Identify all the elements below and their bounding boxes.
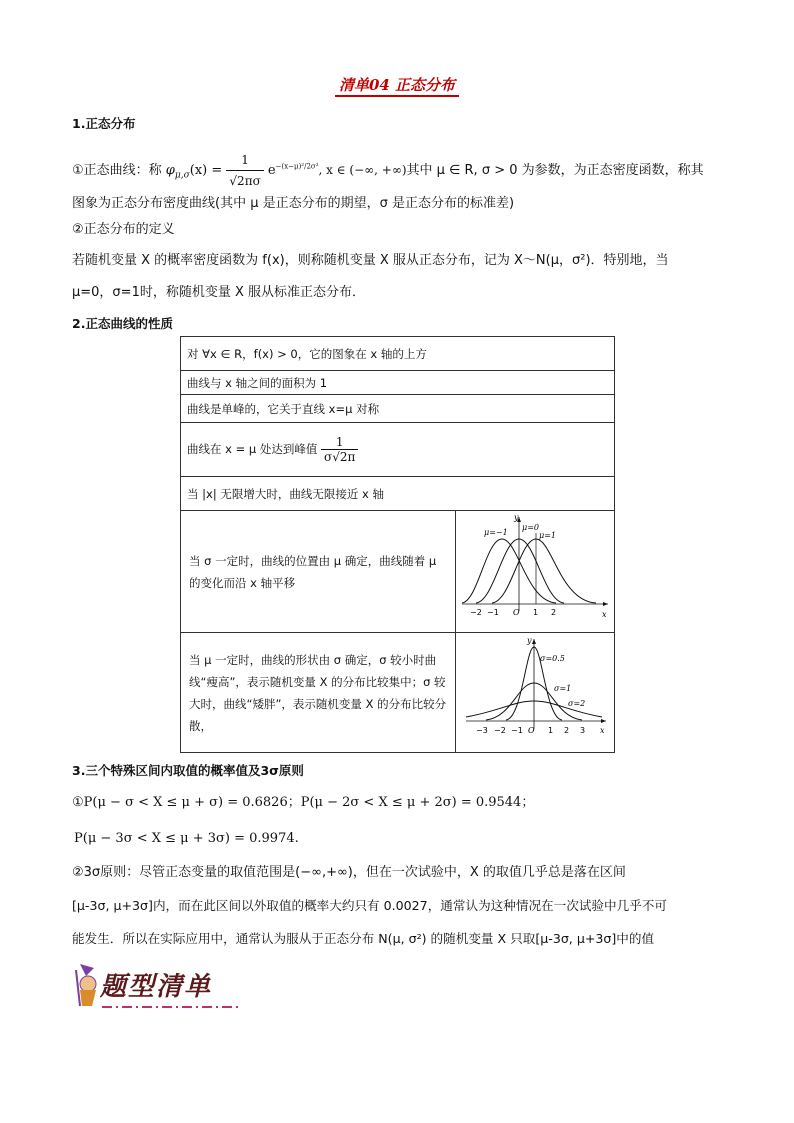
peak-fraction (321, 435, 358, 464)
x-axis-arrow (603, 602, 608, 606)
y-axis-arrow (532, 639, 536, 644)
peak-numerator: 1 (321, 435, 358, 450)
mu-shift-cell: 当 σ 一定时，曲线的位置由 μ 确定，曲线随着 μ 的变化而沿 x 轴平移 (181, 511, 456, 633)
curve-suffix: 其中 μ ∈ R, σ > 0 为参数，为正态密度函数，称其 (406, 163, 704, 178)
phi-argument: (x) = (189, 163, 223, 178)
mu-shift-figure-cell (456, 511, 615, 633)
density-fraction (226, 150, 263, 191)
section-1-heading: 1.正态分布 (72, 116, 136, 131)
fig2-tick: 1 (548, 726, 554, 735)
exp-base: e (267, 163, 276, 178)
sigma-shape-figure (456, 633, 614, 749)
fig2-tick: −3 (476, 726, 488, 735)
fig1-origin: O (513, 608, 520, 617)
probability-line-1: ①P(μ − σ < X ≤ μ + σ) = 0.6826；P(μ − 2σ < X ≤ μ + 2σ) = 0.9544； (72, 795, 535, 810)
page-title: 清单04 正态分布 (0, 74, 794, 95)
normal-curve-definition (72, 150, 704, 191)
property-cell: 当 |x| 无限增大时，曲线无限接近 x 轴 (181, 477, 615, 511)
fig2-label-1: σ=0.5 (540, 654, 565, 663)
fig1-label-1: μ=−1 (484, 528, 508, 537)
fig2-label-3: σ=2 (568, 699, 586, 708)
three-sigma-line-3: 能发生．所以在实际应用中，通常认为服从于正态分布 N(μ, σ²) 的随机变量 X 只取[μ-3σ, μ+3σ]中的值 (72, 931, 655, 946)
table-row (181, 633, 615, 753)
table-row (181, 337, 615, 371)
property-cell: 对 ∀x ∈ R，f(x) > 0，它的图象在 x 轴的上方 (181, 337, 615, 371)
fig2-tick: 2 (564, 726, 570, 735)
fig2-tick: 3 (580, 726, 586, 735)
fig1-tick: −1 (487, 608, 499, 617)
fig1-y-label: y (514, 513, 519, 522)
x-axis-arrow (601, 719, 606, 723)
definition-heading: ②正态分布的定义 (72, 222, 175, 237)
phi-symbol: φ (165, 163, 175, 178)
peak-denominator: σ√2π (324, 450, 356, 464)
curve-mu-minus-1 (462, 539, 556, 603)
density-denominator: √2πσ (229, 174, 261, 188)
logo-text: 题型清单 (100, 972, 213, 1002)
curve-mu-0 (476, 539, 564, 603)
fig1-label-3: μ=1 (539, 531, 556, 540)
definition-line-2: μ=0，σ=1时，称随机变量 X 服从标准正态分布． (72, 285, 366, 300)
exp-exponent: −(x−μ)²/2σ² (275, 162, 319, 171)
table-row (181, 395, 615, 423)
probability-line-2: P(μ − 3σ < X ≤ μ + 3σ) = 0.9974. (74, 831, 299, 846)
fig2-y-label: y (527, 636, 532, 645)
table-row (181, 511, 615, 633)
three-sigma-line-2: [μ-3σ, μ+3σ]内，而在此区间以外取值的概率大约只有 0.0027，通常认为这种情况在一次试验中几乎不可 (72, 898, 667, 913)
fig1-tick: 2 (551, 608, 557, 617)
sigma-shape-figure-cell (456, 633, 615, 753)
three-sigma-line-1: ②3σ原则：尽管正态变量的取值范围是(−∞,+∞)，但在一次试验中，X 的取值几乎总是落在区间 (72, 865, 626, 880)
section-3-heading: 3.三个特殊区间内取值的概率值及3σ原则 (72, 763, 304, 778)
property-cell: 曲线是单峰的，它关于直线 x=μ 对称 (181, 395, 615, 423)
phi-subscript: μ,σ (174, 170, 190, 181)
fig2-x-label: x (600, 726, 605, 735)
fig1-tick: 1 (533, 608, 539, 617)
table-row (181, 423, 615, 477)
fig1-x-label: x (602, 610, 607, 619)
peak-text: 曲线在 x = μ 处达到峰值 (187, 442, 318, 456)
fig1-label-2: μ=0 (522, 523, 539, 532)
table-row (181, 477, 615, 511)
curve-prefix: ①正态曲线：称 (72, 163, 162, 178)
mu-shift-figure (456, 511, 614, 629)
density-numerator: 1 (226, 150, 263, 171)
curve-description: 图象为正态分布密度曲线(其中 μ 是正态分布的期望，σ 是正态分布的标准差) (72, 196, 515, 211)
sigma-shape-cell: 当 μ 一定时，曲线的形状由 σ 确定，σ 较小时曲线“瘦高”，表示随机变量 X 的分布比较集中；σ 较大时，曲线“矮胖”，表示随机变量 X 的分布比较分散， (181, 633, 456, 753)
properties-table (180, 336, 615, 753)
fig2-origin: O (528, 726, 535, 735)
fig2-tick: −1 (511, 726, 523, 735)
table-row (181, 371, 615, 395)
fig1-tick: −2 (470, 608, 482, 617)
fig2-label-2: σ=1 (554, 684, 572, 693)
section-2-heading: 2.正态曲线的性质 (72, 316, 173, 331)
fig2-tick: −2 (494, 726, 506, 735)
property-cell-peak (181, 423, 615, 477)
property-cell: 曲线与 x 轴之间的面积为 1 (181, 371, 615, 395)
definition-line-1: 若随机变量 X 的概率密度函数为 f(x)，则称随机变量 X 服从正态分布，记为 X～N(μ，σ²)．特别地，当 (72, 253, 669, 268)
domain-text: , x ∈ (−∞, +∞) (318, 163, 407, 177)
